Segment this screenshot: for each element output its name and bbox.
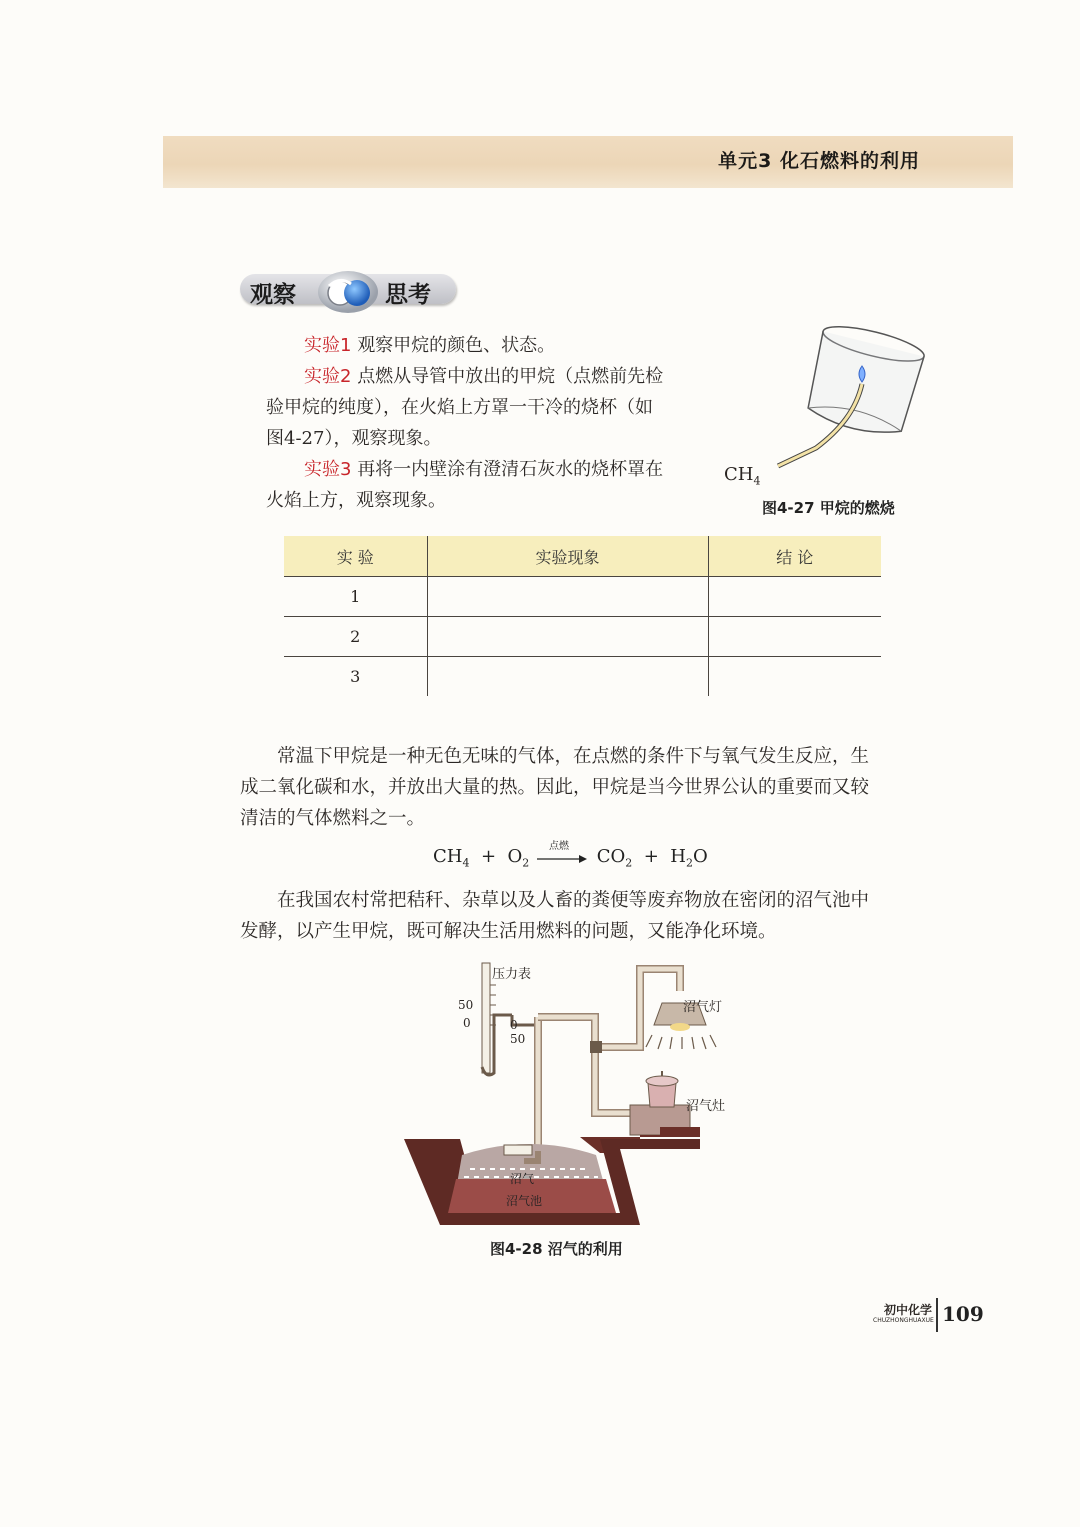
- gas-label: 沼气: [510, 1172, 535, 1186]
- experiment-2-text-line2: 验甲烷的纯度），在火焰上方罩一干冷的烧杯（如: [266, 397, 653, 418]
- eq-o: O: [507, 846, 523, 867]
- table-row: [284, 617, 881, 657]
- table-cell: [427, 657, 708, 697]
- figure-4-28-caption: 图4-28 沼气的利用: [490, 1240, 623, 1258]
- eye-ball-icon: [315, 266, 381, 314]
- experiment-1: [266, 330, 716, 361]
- eq-co-sub: 2: [625, 856, 633, 870]
- eq-h-sub: 2: [685, 856, 693, 870]
- ch4-label: [724, 464, 760, 488]
- paragraph-2-line-2: 发酵，以产生甲烷，既可解决生活用燃料的问题，又能净化环境。: [240, 921, 777, 942]
- paragraph-1-line-1: 常温下甲烷是一种无色无味的气体，在点燃的条件下与氧气发生反应，生: [277, 746, 870, 767]
- experiment-3-text-line2: 火焰上方，观察现象。: [266, 490, 446, 511]
- observation-table: [284, 536, 881, 696]
- badge-right-text: 思考: [385, 282, 431, 308]
- paragraph-1-line-2: 成二氧化碳和水，并放出大量的热。因此，甲烷是当今世界公认的重要而又较: [240, 777, 870, 798]
- table-cell: [708, 617, 881, 657]
- table-cell: 2: [284, 617, 427, 657]
- footer-pinyin: CHUZHONGHUAXUE: [873, 1317, 934, 1324]
- table-cell: 3: [284, 657, 427, 697]
- paragraph-2-line-1: 在我国农村常把秸秆、杂草以及人畜的粪便等废弃物放在密闭的沼气池中: [277, 890, 870, 911]
- footer-divider: [936, 1298, 938, 1332]
- table-cell: [427, 577, 708, 617]
- paragraph-biogas: [240, 885, 940, 947]
- ch4-label-text: CH: [724, 464, 754, 485]
- footer-subject: 初中化学: [884, 1303, 933, 1317]
- experiment-3-tag: 实验3: [304, 459, 352, 480]
- table-cell: [427, 617, 708, 657]
- ch4-label-sub: 4: [753, 474, 761, 488]
- experiment-3-text-line1: 再将一内壁涂有澄清石灰水的烧杯罩在: [357, 459, 664, 480]
- experiment-1-text: 观察甲烷的颜色、状态。: [357, 335, 556, 356]
- column-header-conclusion: 结 论: [708, 536, 881, 577]
- experiment-2-text-line3: 图4-27），观察现象。: [266, 428, 442, 449]
- experiment-2-tag: 实验2: [304, 366, 352, 387]
- observe-think-badge: [240, 266, 458, 312]
- eq-plus-1: +: [480, 846, 497, 867]
- scale-right-top: 0: [510, 1018, 518, 1032]
- scale-left-bottom: 0: [463, 1016, 471, 1030]
- table-cell: [708, 657, 881, 697]
- stove-label: 沼气灶: [686, 1099, 726, 1114]
- eq-o-sub: 2: [522, 856, 530, 870]
- reaction-condition: 点燃: [548, 841, 569, 852]
- experiment-2: [266, 361, 716, 392]
- experiment-3: [266, 454, 716, 485]
- page-number: 109: [942, 1302, 984, 1326]
- eq-h: H: [670, 846, 686, 867]
- arrow-icon: [535, 849, 591, 869]
- lamp-label: 沼气灯: [683, 1000, 723, 1015]
- column-header-experiment: 实 验: [284, 536, 427, 577]
- eq-ch: CH: [433, 846, 463, 867]
- reaction-arrow: [535, 841, 591, 867]
- experiment-1-tag: 实验1: [304, 335, 352, 356]
- gauge-label: 压力表: [492, 967, 532, 982]
- badge-left-text: 观察: [250, 282, 296, 308]
- experiment-list: [266, 330, 716, 516]
- eq-co: CO: [596, 846, 626, 867]
- paragraph-1-line-3: 清洁的气体燃料之一。: [240, 808, 426, 829]
- table-header-row: [284, 536, 881, 577]
- scale-left-top: 50: [458, 998, 474, 1012]
- table-cell: [708, 577, 881, 617]
- eq-ch-sub: 4: [462, 856, 470, 870]
- paragraph-methane: [240, 741, 940, 834]
- table-row: [284, 577, 881, 617]
- eq-plus-2: +: [643, 846, 659, 867]
- experiment-2-text-line1: 点燃从导管中放出的甲烷（点燃前先检: [357, 366, 664, 387]
- unit-title: 单元3 化石燃料的利用: [718, 150, 920, 172]
- table-cell: 1: [284, 577, 427, 617]
- column-header-phenomenon: 实验现象: [427, 536, 708, 577]
- table-row: [284, 657, 881, 697]
- scale-right-bottom: 50: [510, 1032, 526, 1046]
- figure-4-27-caption: 图4-27 甲烷的燃烧: [762, 499, 895, 517]
- eq-o-tail: O: [692, 846, 708, 867]
- pool-label: 沼气池: [506, 1194, 543, 1208]
- combustion-equation: [433, 841, 708, 870]
